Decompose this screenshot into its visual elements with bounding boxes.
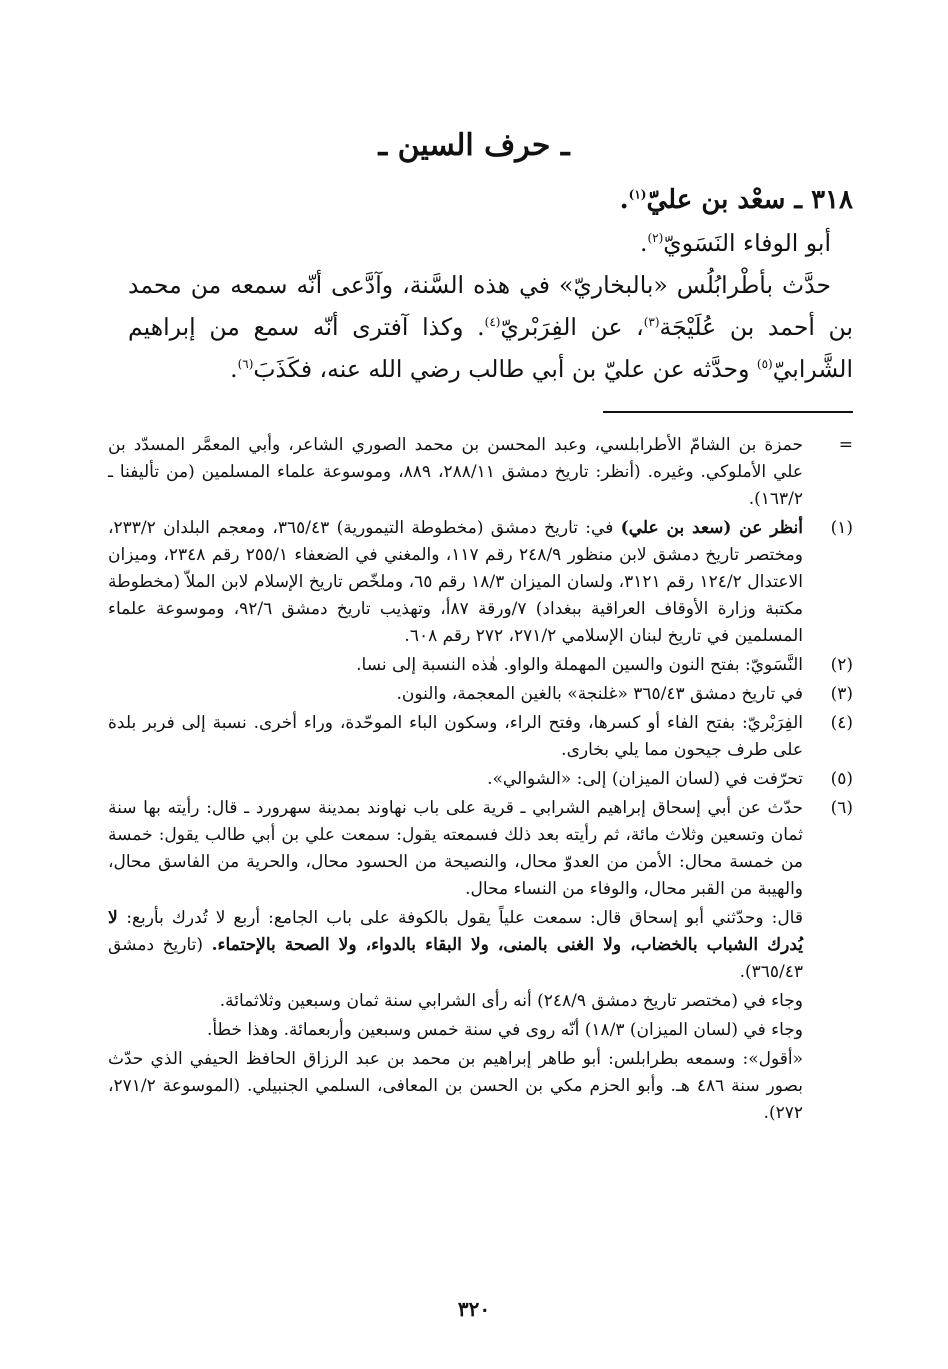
footnotes-section	[108, 432, 853, 1129]
footnote-ref-5[interactable]: (٥)	[756, 357, 773, 372]
footnote-lead: أنظر عن (سعد بن علي)	[620, 518, 803, 538]
footnote-marker: =	[838, 435, 853, 455]
footnote-paragraph: وجاء في (لسان الميزان) ١٨/٣) أنّه روى في سنة خمس وسبعين وأربعمائة. وهذا خطأ.	[206, 1020, 803, 1040]
footnote-marker: (١)	[830, 518, 853, 538]
page-number: ٣٢٠	[457, 1297, 491, 1321]
footnote-text: حدّث عن أبي إسحاق إبراهيم الشرابي ـ قرية على باب نهاوند بمدينة سهرورد ـ قال: رأيته بها سنة ثمان وتسعين وثلاث مائة، ثم رأيته بعد ذلك فسمعته يقول: سمعت علي بن أبي طالب يقول: خمسة من خمسة محال: الأمن من العدوّ محال، والنصيحة من الحسود محال، والحرية من الفاسق محال، والهيبة من القبر محال، والوفاء من النساء محال.	[108, 798, 803, 899]
footnote-text: حمزة بن الشامّ الأطرابلسي، وعبد المحسن بن محمد الصوري الشاعر، وأبي المعمَّر المسدّد بن علي الأملوكي. وغيره. (أنظر: تاريخ دمشق ٢٨٨/١١، ٨٨٩، وموسوعة علماء المسلمين (من تأليفنا ـ ١٦٣/٢).	[108, 435, 804, 509]
footnote-ref-2[interactable]: (٢)	[647, 231, 664, 246]
footnote-paragraph: وجاء في (مختصر تاريخ دمشق ٢٤٨/٩) أنه رأى الشرابي سنة ثمان وسبعين وثلاثمائة.	[219, 991, 803, 1011]
footnote-citation: (تاريخ دمشق ٣٦٥/٤٣).	[108, 935, 803, 982]
footnote-paragraph: «أقول»: وسمعه بطرابلس: أبو طاهر إبراهيم بن محمد بن عبد الرزاق الحافظ الحيفي الذي حدّث بصور سنة ٤٨٦ هـ. وأبو الحزم مكي بن الحسن بن المعافى، السلمي الجنبيلي. (الموسوعة ٢٧١/٢، ٢٧٢).	[108, 1049, 804, 1123]
footnote-text: تحرّفت في (لسان الميزان) إلى: «الشوالي».	[487, 769, 803, 789]
footnote-5	[108, 766, 853, 793]
footnote-text	[108, 515, 803, 650]
entry-body	[128, 264, 853, 390]
footnote-marker: (٣)	[830, 684, 853, 704]
footnote-body: في: تاريخ دمشق (مخطوطة التيمورية) ٣٦٥/٤٣، ومعجم البلدان ٢٣٣/٢، ومختصر تاريخ دمشق لابن منظور ٢٤٨/٩ رقم ١١٧، والمغني في الضعفاء ٢٥٥/١ رقم ٢٣٤٨، وميزان الاعتدال ١٢٤/٢ رقم ٣١٢١، ولسان الميزان ١٨/٣ رقم ٦٥، وملخّص تاريخ الإسلام لابن الملاّ (مخطوطة مكتبة وزارة الأوقاف العراقية ببغداد) ٧/ورقة ٨٧أ، وتهذيب تاريخ دمشق ٩٢/٦، وموسوعة علماء المسلمين في تاريخ لبنان الإسلامي ٢٧١/٢، ٢٧٢ رقم ٦٠٨.	[108, 518, 803, 646]
body-text-1: حدَّث بأطْرابُلُس «بالبخاريّ» في هذه السَّنة، وآدَّعى أنّه سمعه من محمد بن أحمد بن عُلَيْجَة	[128, 271, 853, 341]
footnote-3	[108, 681, 853, 708]
footnote-text: في تاريخ دمشق ٣٦٥/٤٣ «غلنجة» بالغين المعجمة، والنون.	[396, 684, 803, 704]
footnote-separator	[603, 411, 853, 413]
body-text-2: ، عن الفِرَبْريّ	[500, 313, 644, 341]
footnote-4	[108, 710, 853, 764]
footnote-marker: (٦)	[830, 798, 853, 818]
kunya-text: أبو الوفاء النَسَويّ	[663, 229, 831, 257]
footnote-ref-6[interactable]: (٦)	[237, 357, 254, 372]
footnote-marker: (٤)	[830, 713, 853, 733]
footnote-quote: لا يُدرك الشباب بالخضاب، ولا الغنى بالمنى، ولا البقاء بالدواء، ولا الصحة بالإحتماء.	[108, 908, 803, 955]
footnote-marker: (٥)	[830, 769, 853, 789]
footnote-1	[108, 515, 853, 650]
footnote-marker: (٢)	[830, 655, 853, 675]
heading-period: .	[619, 185, 629, 215]
chapter-title: ـ حرف السين ـ	[378, 128, 570, 163]
footnote-2	[108, 652, 853, 679]
footnote-text: الفِرَبْريّ: بفتح الفاء أو كسرها، وفتح الراء، وسكون الباء الموحّدة، وراء أخرى. نسبة إلى فربر بلدة على طرف جيحون مما يلي بخارى.	[108, 713, 803, 760]
main-entry	[128, 178, 853, 390]
footnote-para-text: قال: وحدّثني أبو إسحاق قال: سمعت علياً يقول بالكوفة على باب الجامع: أربع لا تُدرك بأربع:	[126, 908, 803, 928]
body-text-3: . وكذا آفترى أنّه سمع من إبراهيم الشَّرابيّ	[128, 313, 853, 383]
body-text-5: .	[230, 355, 238, 383]
entry-kunya	[128, 222, 853, 264]
kunya-period: .	[639, 229, 648, 257]
entry-heading	[128, 178, 853, 222]
footnote-continued	[108, 432, 853, 513]
footnote-6	[108, 795, 853, 1127]
entry-heading-text: ٣١٨ ـ سعْد بن عليّ	[646, 185, 853, 215]
footnote-paragraph	[108, 905, 803, 986]
footnote-text: النَّسَويّ: بفتح النون والسين المهملة والواو. هٰذه النسبة إلى نسا.	[356, 655, 803, 675]
footnote-ref-1[interactable]: (١)	[628, 187, 647, 202]
footnote-ref-4[interactable]: (٤)	[484, 315, 501, 330]
body-text-4: وحدَّثه عن عليّ بن أبي طالب رضي الله عنه، فكَذَبَ	[253, 355, 757, 383]
footnote-ref-3[interactable]: (٣)	[643, 315, 660, 330]
